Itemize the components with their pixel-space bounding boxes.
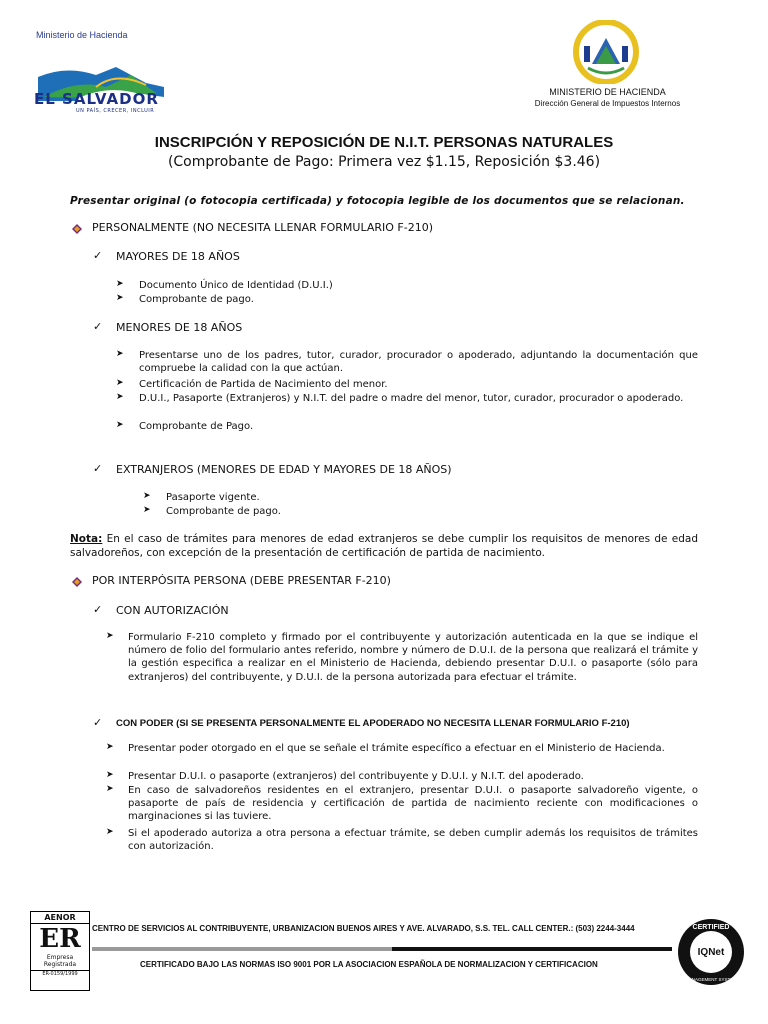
section-bullet-icon	[72, 577, 82, 587]
iqnet-name: IQNet	[697, 947, 725, 958]
list-item: ➤ Si el apoderado autoriza a otra persona a efectuar trámite, se deben cumplir además los requisitos de trámites con autorización.	[106, 827, 698, 853]
list-item: ➤ En caso de salvadoreños residentes en el extranjero, presentar D.U.I. o pasaporte salvadoreño vigente, o pasaporte de país de residencia y certificación de partida de nacimiento reciente con modificaciones o marginaciones si las tuviere.	[106, 784, 698, 823]
arrow-bullet-icon: ➤	[106, 742, 114, 752]
country-tagline: UN PAÍS, CRECER, INCLUIR	[76, 108, 155, 114]
checkmark-icon: ✓	[93, 603, 103, 616]
footer-address: CENTRO DE SERVICIOS AL CONTRIBUYENTE, URBANIZACION BUENOS AIRES Y AVE. ALVARADO, S.S. TEL. CALL CENTER.: (503) 2244-3444	[92, 924, 635, 933]
list-item: ➤ Comprobante de Pago.	[116, 420, 254, 432]
section-bullet-icon	[72, 224, 82, 234]
list-item: ➤ Comprobante de pago.	[116, 293, 254, 305]
arrow-bullet-icon: ➤	[116, 293, 124, 303]
arrow-bullet-icon: ➤	[143, 505, 151, 515]
arrow-bullet-icon: ➤	[106, 784, 114, 794]
list-item: ➤ Documento Único de Identidad (D.U.I.)	[116, 279, 333, 291]
arrow-bullet-icon: ➤	[143, 491, 151, 501]
footer-divider	[92, 946, 672, 952]
aenor-number: ER-0159/1999	[31, 970, 89, 977]
coat-of-arms-icon	[572, 20, 640, 84]
nota-paragraph	[70, 532, 698, 560]
iqnet-certified-seal-icon	[676, 917, 746, 987]
el-salvador-logo	[34, 30, 168, 114]
list-item: ➤ Comprobante de pago.	[143, 505, 281, 517]
arrow-bullet-icon: ➤	[116, 392, 124, 402]
arrow-bullet-icon: ➤	[106, 770, 114, 780]
checkmark-icon: ✓	[93, 716, 103, 729]
direction-name: Dirección General de Impuestos Internos	[534, 99, 681, 108]
list-item: ➤ Presentar poder otorgado en el que se señale el trámite específico a efectuar en el Ministerio de Hacienda.	[106, 742, 665, 754]
section-personalmente-heading: PERSONALMENTE (NO NECESITA LLENAR FORMULARIO F-210)	[92, 221, 433, 234]
intro-instruction: Presentar original (o fotocopia certificada) y fotocopia legible de los documentos que se relacionan.	[70, 195, 685, 207]
iqnet-bottom-text: MANAGEMENT SYSTEM	[685, 977, 737, 982]
poder-heading: CON PODER (SI SE PRESENTA PERSONALMENTE EL APODERADO NO NECESITA LLENAR FORMULARIO F-210)	[116, 718, 630, 729]
document-subtitle: (Comprobante de Pago: Primera vez $1.15, Reposición $3.46)	[167, 154, 601, 170]
arrow-bullet-icon: ➤	[116, 378, 124, 388]
aenor-certification-logo	[30, 911, 90, 991]
ministry-name: MINISTERIO DE HACIENDA	[549, 87, 666, 97]
arrow-bullet-icon: ➤	[116, 420, 124, 430]
list-item: ➤ Pasaporte vigente.	[143, 491, 260, 503]
extranjeros-heading: EXTRANJEROS (MENORES DE EDAD Y MAYORES DE 18 AÑOS)	[116, 463, 452, 476]
aenor-label: AENOR	[31, 912, 89, 924]
arrow-bullet-icon: ➤	[106, 827, 114, 837]
ministry-seal-block	[520, 20, 710, 116]
arrow-bullet-icon: ➤	[116, 279, 124, 289]
list-item: ➤ D.U.I., Pasaporte (Extranjeros) y N.I.T. del padre o madre del menor, tutor, curador, procurador o apoderado.	[116, 392, 684, 404]
list-item: ➤ Formulario F-210 completo y firmado por el contribuyente y autorización autenticada en la que se indique el número de folio del formulario antes referido, nombre y número de D.U.I. de la persona que realizará el trámite y la gestión especifica a realizar en el Ministerio de Hacienda, debiendo presentar D.U.I. o pasaporte (sólo para extranjeros) del contribuyente, y D.U.I. de la persona autorizada para efectuar el trámite.	[106, 631, 698, 683]
iqnet-top-text: CERTIFIED	[692, 924, 730, 931]
nota-text: En el caso de trámites para menores de edad extranjeros se debe cumplir los requisitos de menores de edad salvadoreños, con excepción de la presentación de certificación de partida de nacimiento.	[70, 533, 698, 559]
list-item: ➤ Presentar D.U.I. o pasaporte (extranjeros) del contribuyente y D.U.I. y N.I.T. del apoderado.	[106, 770, 584, 782]
er-mark: ER	[39, 924, 81, 954]
list-item: ➤ Presentarse uno de los padres, tutor, curador, procurador o apoderado, adjuntando la documentación que compruebe la calidad con la que actúan.	[116, 349, 698, 375]
aenor-registered-label: Empresa Registrada	[43, 954, 77, 968]
checkmark-icon: ✓	[93, 462, 103, 475]
document-title: INSCRIPCIÓN Y REPOSICIÓN DE N.I.T. PERSONAS NATURALES	[154, 134, 614, 151]
nota-label: Nota:	[70, 533, 103, 545]
checkmark-icon: ✓	[93, 320, 103, 333]
arrow-bullet-icon: ➤	[106, 631, 114, 641]
autorizacion-heading: CON AUTORIZACIÓN	[116, 604, 229, 617]
country-name: EL SALVADOR	[34, 90, 159, 108]
mayores-heading: MAYORES DE 18 AÑOS	[116, 250, 240, 263]
checkmark-icon: ✓	[93, 249, 103, 262]
footer-certification: CERTIFICADO BAJO LAS NORMAS ISO 9001 POR LA ASOCIACION ESPAÑOLA DE NORMALIZACION Y CERTIFICACION	[140, 960, 598, 969]
arrow-bullet-icon: ➤	[116, 349, 124, 359]
menores-heading: MENORES DE 18 AÑOS	[116, 321, 243, 334]
list-item: ➤ Certificación de Partida de Nacimiento del menor.	[116, 378, 388, 390]
section-interposita-heading: POR INTERPÓSITA PERSONA (DEBE PRESENTAR F-210)	[92, 574, 391, 587]
ministerio-hacienda-label: Ministerio de Hacienda	[36, 30, 128, 40]
